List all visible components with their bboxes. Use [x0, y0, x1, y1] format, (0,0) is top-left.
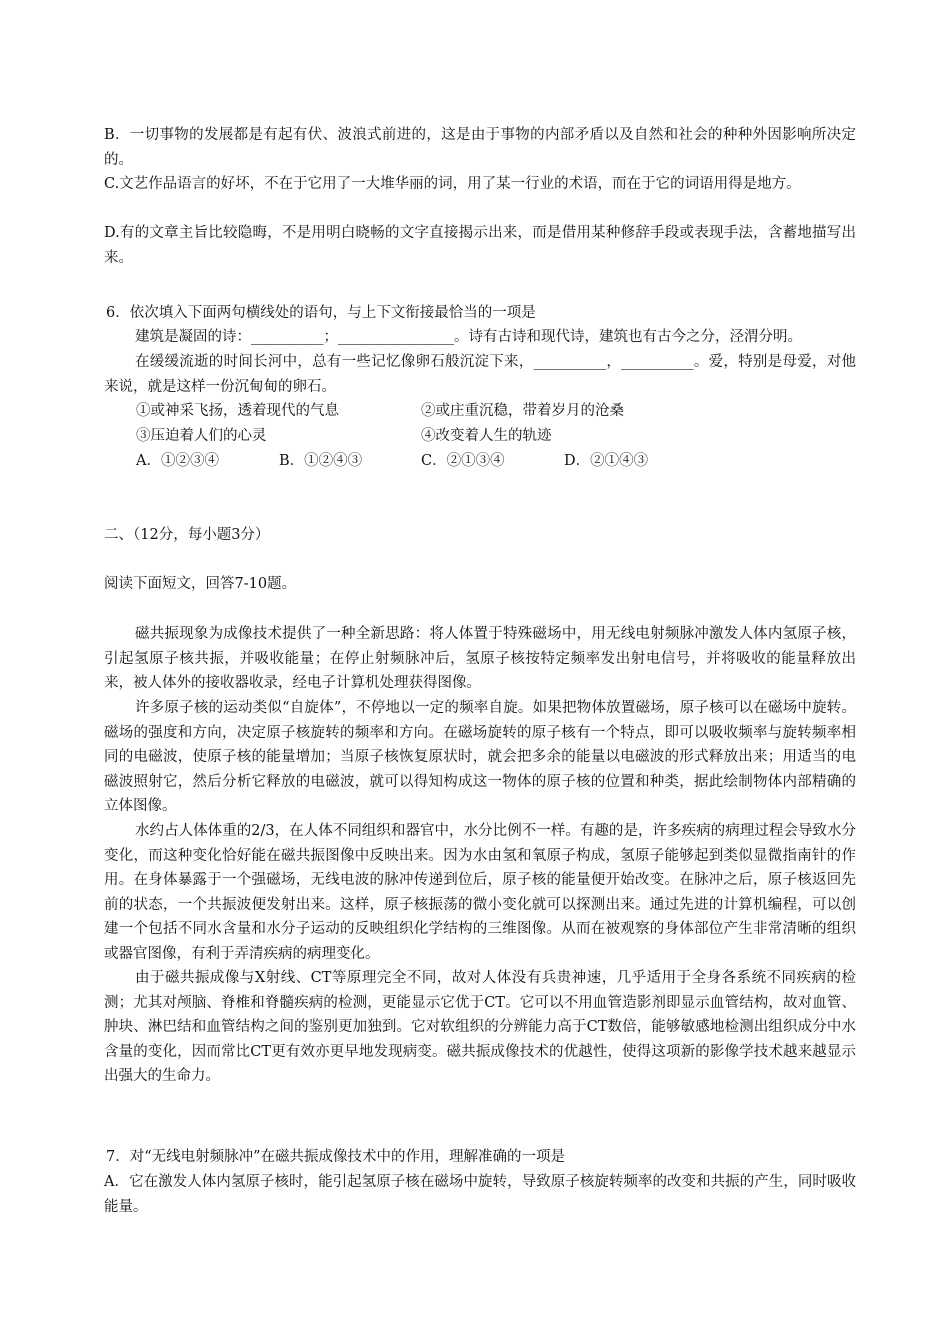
q6-sentence-2: 在缓缓流逝的时间长河中，总有一些记忆像卵石般沉淀下来，__________，__________。爱，特别是母爱，对他来说，就是这样一份沉甸甸的卵石。 — [104, 354, 856, 395]
q7-option-a: A．它在激发人体内氢原子核时，能引起氢原子核在磁场中旋转，导致原子核旋转频率的改变和共振的产生，同时吸收能量。 — [104, 1174, 856, 1215]
q7-stem: 7．对“无线电射频脉冲”在磁共振成像技术中的作用，理解准确的一项是 — [106, 1149, 566, 1165]
passage-paragraph-4: 由于磁共振成像与X射线、CT等原理完全不同，故对人体没有兵贵神速，几乎适用于全身各系统不同疾病的检测；尤其对颅脑、脊椎和脊髓疾病的检测，更能显示它优于CT。它可以不用血管造影剂即显示血管结构，故对血管、肿块、淋巴结和血管结构之间的鉴别更加独到。它对软组织的分辨能力高于CT数倍，能够敏感地检测出组织成分中水含量的变化，因而常比CT更有效亦更早地发现病变。磁共振成像技术的优越性，使得这项新的影像学技术越来越显示出强大的生命力。 — [104, 970, 856, 1084]
q5-option-d: D.有的文章主旨比较隐晦，不是用明白晓畅的文字直接揭示出来，而是借用某种修辞手段或表现手法，含蓄地描写出来。 — [104, 225, 856, 266]
q5-option-c: C.文艺作品语言的好坏，不在于它用了一大堆华丽的词，用了某一行业的术语，而在于它的词语用得是地方。 — [104, 176, 801, 192]
q6-choice-d: D．②①④③ — [564, 453, 649, 469]
passage-paragraph-1: 磁共振现象为成像技术提供了一种全新思路：将人体置于特殊磁场中，用无线电射频脉冲激发人体内氢原子核，引起氢原子核共振，并吸收能量；在停止射频脉冲后，氢原子核按特定频率发出射电信号，并将吸收的能量释放出来，被人体外的接收器收录，经电子计算机处理获得图像。 — [104, 626, 856, 691]
q6-choice-b: B．①②④③ — [279, 453, 363, 469]
q6-choice-a: A．①②③④ — [136, 453, 219, 469]
section-2-instruction: 阅读下面短文，回答7-10题。 — [104, 576, 297, 592]
passage-paragraph-3: 水约占人体体重的2/3，在人体不同组织和器官中，水分比例不一样。有趣的是，许多疾病的病理过程会导致水分变化，而这种变化恰好能在磁共振图像中反映出来。因为水由氢和氧原子构成，氢原子能够起到类似显微指南针的作用。在身体暴露于一个强磁场，无线电波的脉冲传递到位后，原子核的能量便开始改变。在脉冲之后，原子核返回先前的状态，一个共振波便发射出来。这样，原子核振荡的微小变化就可以探测出来。通过先进的计算机编程，可以创建一个包括不同水含量和水分子运动的反映组织化学结构的三维图像。从而在被观察的身体部位产生非常清晰的组织或器官图像，有利于弄清疾病的病理变化。 — [104, 823, 856, 962]
q6-sentence-1: 建筑是凝固的诗：__________；________________。诗有古诗和现代诗，建筑也有古今之分，泾渭分明。 — [135, 329, 802, 345]
q6-stem: 6．依次填入下面两句横线处的语句，与上下文衔接最恰当的一项是 — [106, 305, 536, 321]
q6-item-2: ②或庄重沉稳，带着岁月的沧桑 — [421, 403, 624, 419]
q6-choice-c: C．②①③④ — [421, 453, 505, 469]
passage-paragraph-2: 许多原子核的运动类似“自旋体”，不停地以一定的频率自旋。如果把物体放置磁场，原子核可以在磁场中旋转。磁场的强度和方向，决定原子核旋转的频率和方向。在磁场旋转的原子核有一个特点，即可以吸收频率与旋转频率相同的电磁波，使原子核的能量增加；当原子核恢复原状时，就会把多余的能量以电磁波的形式释放出来；用适当的电磁波照射它，然后分析它释放的电磁波，就可以得知构成这一物体的原子核的位置和种类，据此绘制物体内部精确的立体图像。 — [104, 700, 856, 814]
q5-option-b: B．一切事物的发展都是有起有伏、波浪式前进的，这是由于事物的内部矛盾以及自然和社会的种种外因影响所决定的。 — [104, 127, 856, 168]
q6-item-4: ④改变着人生的轨迹 — [421, 428, 552, 444]
section-2-heading: 二、（12分，每小题3分） — [104, 527, 270, 543]
q6-item-1: ①或神采飞扬，透着现代的气息 — [136, 403, 339, 419]
q6-item-3: ③压迫着人们的心灵 — [136, 428, 267, 444]
